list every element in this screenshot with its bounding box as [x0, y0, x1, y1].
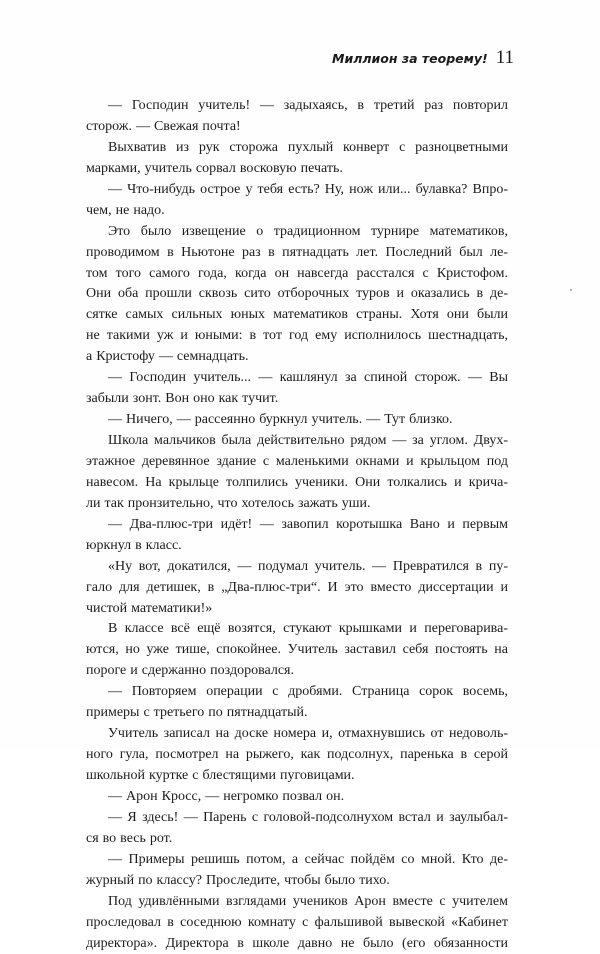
scan-speck: [570, 289, 572, 291]
text-line: Это было извещение о традиционном турнире математиков,: [86, 222, 508, 243]
text-line: — Господин учитель! — задыхаясь, в третий раз повторил: [86, 96, 508, 117]
text-line: — Я здесь! — Парень с головой-подсолнухом встал и заулыбал-: [86, 808, 508, 829]
text-line: школьной куртке с блестящими пуговицами.: [86, 766, 508, 787]
text-line: проводимом в Ньютоне раз в пятнадцать лет. Последний был ле-: [86, 243, 508, 264]
text-line: Учитель записал на доске номера и, отмахнувшись от недоволь-: [86, 724, 508, 745]
text-line: ли так пронзительно, что хотелось зажать уши.: [86, 494, 508, 515]
text-line: В классе всё ещё возятся, стукают крышками и переговарива-: [86, 619, 508, 640]
text-line: навесом. На крыльце толпились ученики. Они толкались и крича-: [86, 473, 508, 494]
text-line: марками, учитель сорвал восковую печать.: [86, 159, 508, 180]
text-line: примеры с третьего по пятнадцатый.: [86, 703, 508, 724]
running-head: [332, 47, 514, 69]
text-line: том того самого года, когда он навсегда расстался с Кристофом.: [86, 264, 508, 285]
text-line: ного гула, посмотрел на рыжего, как подсолнух, паренька в серой: [86, 745, 508, 766]
text-line: гало для детишек, в „Два-плюс-три“. И это вместо диссертации и: [86, 578, 508, 599]
text-line: юркнул в класс.: [86, 536, 508, 557]
text-line: пороге и сдержанно поздоровался.: [86, 661, 508, 682]
text-line: этажное деревянное здание с маленькими окнами и крыльцом под: [86, 452, 508, 473]
text-line: директора». Директора в школе давно не было (его обязанности: [86, 934, 508, 954]
text-line: ются, но уже тише, спокойнее. Учитель заставил себя постоять на: [86, 640, 508, 661]
text-line: чем, не надо.: [86, 201, 508, 222]
running-head-title: Миллион за теорему!: [332, 51, 488, 66]
page-number: 11: [496, 47, 514, 69]
text-line: — Повторяем операции с дробями. Страница сорок восемь,: [86, 682, 508, 703]
text-line: забыли зонт. Вон оно как тучит.: [86, 389, 508, 410]
text-line: Под удивлёнными взглядами учеников Арон вместе с учителем: [86, 892, 508, 913]
text-line: — Господин учитель... — кашлянул за спиной сторож. — Вы: [86, 368, 508, 389]
text-line: «Ну вот, докатился, — подумал учитель. — Превратился в пу-: [86, 557, 508, 578]
text-line: сятке самых сильных юных математиков страны. Хотя они были: [86, 305, 508, 326]
text-line: не такими уж и юными: в тот год ему исполнилось шестнадцать,: [86, 326, 508, 347]
text-line: сторож. — Свежая почта!: [86, 117, 508, 138]
text-line: проследовал в соседнюю комнату с фальшивой вывеской «Кабинет: [86, 913, 508, 934]
text-line: — Арон Кросс, — негромко позвал он.: [86, 787, 508, 808]
text-line: — Ничего, — рассеянно буркнул учитель. — Тут близко.: [86, 410, 508, 431]
text-line: Выхватив из рук сторожа пухлый конверт с разноцветными: [86, 138, 508, 159]
text-line: журный по классу? Проследите, чтобы было тихо.: [86, 871, 508, 892]
body-text: [86, 96, 508, 954]
text-line: ся во весь рот.: [86, 829, 508, 850]
text-line: а Кристофу — семнадцать.: [86, 347, 508, 368]
text-line: Они оба прошли сквозь сито отборочных туров и оказались в де-: [86, 284, 508, 305]
text-line: чистой математики!»: [86, 599, 508, 620]
text-line: Школа мальчиков была действительно рядом — за углом. Двух-: [86, 431, 508, 452]
text-line: — Примеры решишь потом, а сейчас пойдём со мной. Кто де-: [86, 850, 508, 871]
text-line: — Что-нибудь острое у тебя есть? Ну, нож или... булавка? Впро-: [86, 180, 508, 201]
text-line: — Два-плюс-три идёт! — завопил коротышка Вано и первым: [86, 515, 508, 536]
